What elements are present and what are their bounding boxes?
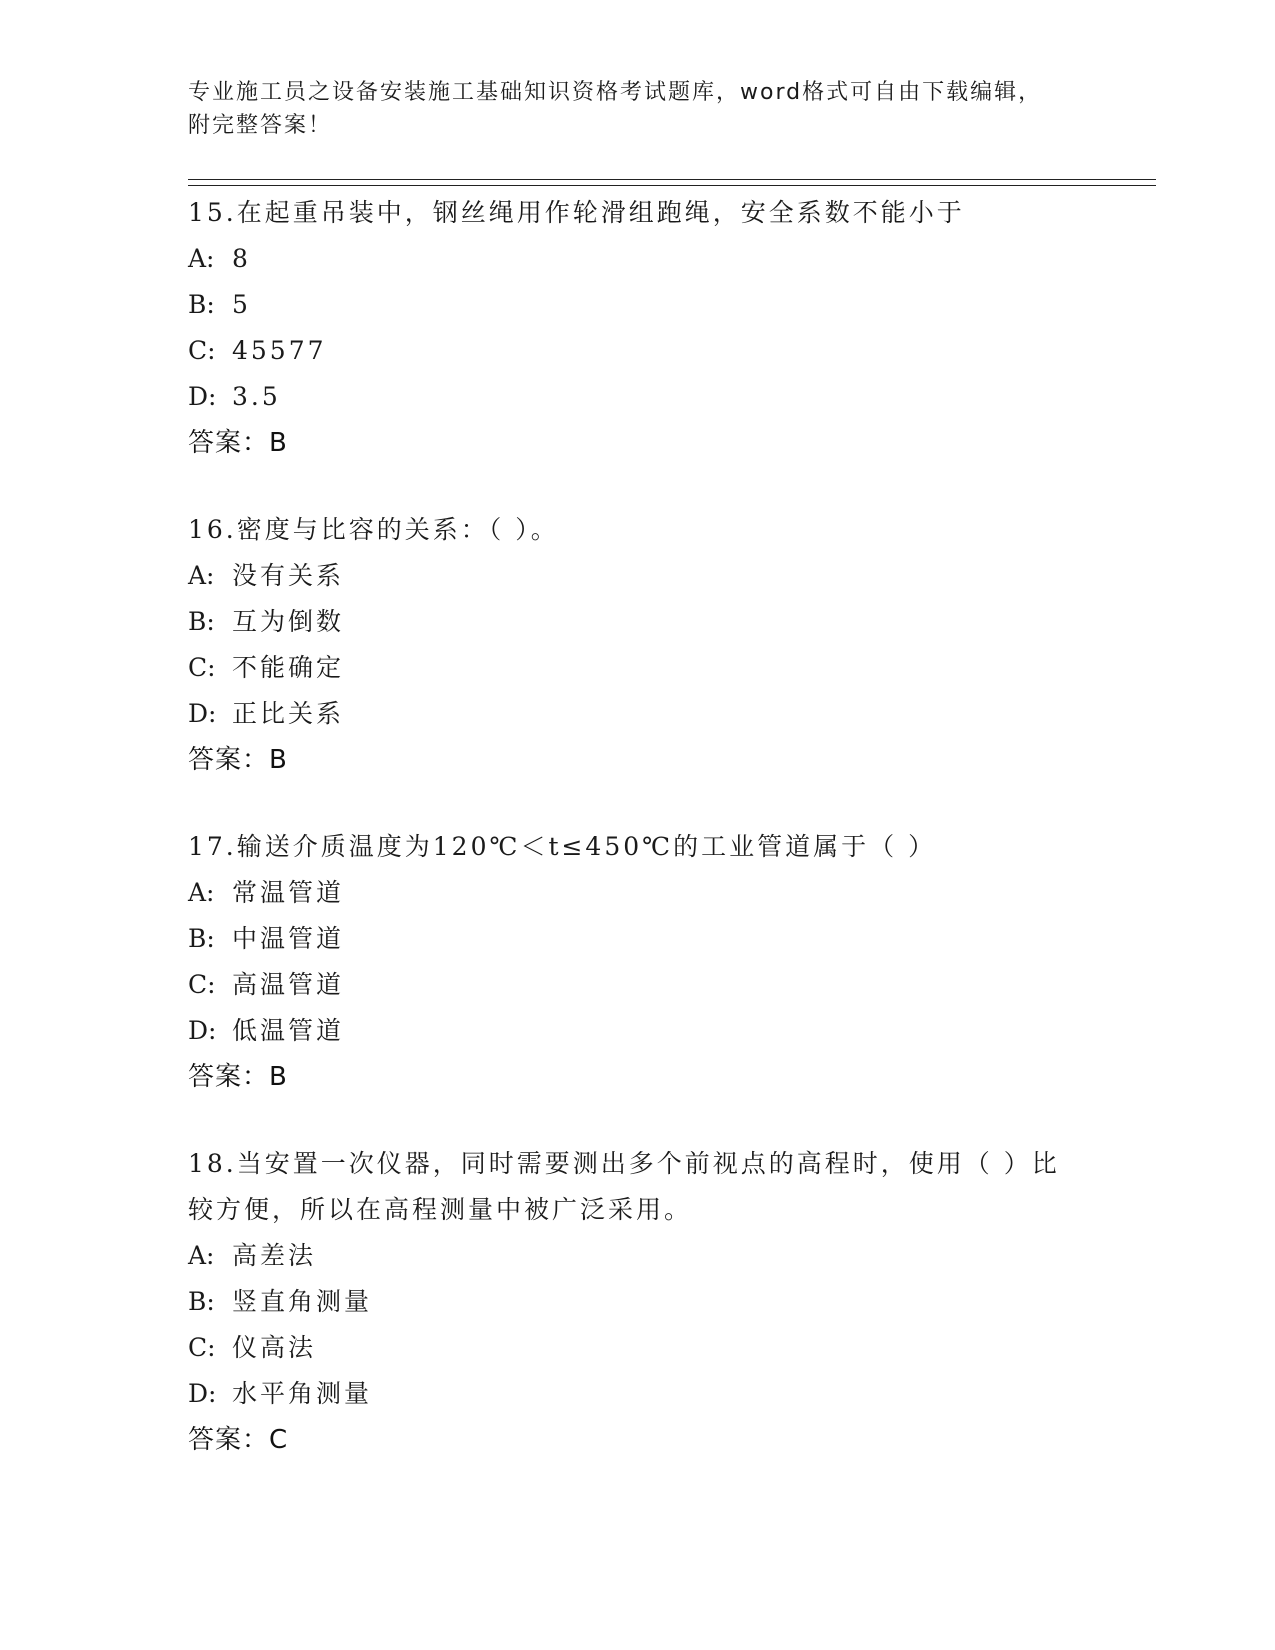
- option-letter: C:: [188, 1333, 216, 1362]
- option-c: [188, 645, 1088, 691]
- option-a: [188, 870, 1088, 916]
- option-text: 45577: [232, 336, 327, 365]
- option-text: 竖直角测量: [232, 1287, 373, 1316]
- option-letter: C:: [188, 970, 216, 999]
- option-text: 不能确定: [232, 653, 345, 682]
- option-letter: D:: [188, 1379, 217, 1408]
- option-d: [188, 374, 1088, 420]
- header-divider-top: [188, 179, 1156, 180]
- option-text: 中温管道: [232, 924, 345, 953]
- option-letter: B:: [188, 924, 215, 953]
- option-b: [188, 916, 1088, 962]
- question-18: [188, 1141, 1088, 1463]
- option-b: [188, 282, 1088, 328]
- option-letter: A:: [188, 1241, 215, 1270]
- option-a: [188, 236, 1088, 282]
- option-letter: C:: [188, 336, 216, 365]
- option-text: 水平角测量: [232, 1379, 373, 1408]
- option-text: 8: [232, 244, 251, 273]
- question-stem: 18.当安置一次仪器，同时需要测出多个前视点的高程时，使用（ ）比较方便，所以在高程测量中被广泛采用。: [188, 1149, 1060, 1224]
- answer-line: 答案：B: [188, 745, 288, 775]
- option-a: [188, 1233, 1088, 1279]
- answer-line: 答案：B: [188, 428, 288, 458]
- option-a: [188, 553, 1088, 599]
- option-letter: D:: [188, 1016, 217, 1045]
- option-letter: D:: [188, 382, 217, 411]
- option-text: 常温管道: [232, 878, 345, 907]
- option-b: [188, 1279, 1088, 1325]
- option-letter: B:: [188, 607, 215, 636]
- option-letter: C:: [188, 653, 216, 682]
- option-letter: B:: [188, 290, 215, 319]
- option-text: 正比关系: [232, 699, 345, 728]
- question-stem: 16.密度与比容的关系：（ ）。: [188, 515, 559, 544]
- option-b: [188, 599, 1088, 645]
- question-list: [188, 190, 1088, 1504]
- option-text: 3.5: [232, 382, 281, 411]
- answer-line: 答案：B: [188, 1062, 288, 1092]
- question-stem: 15.在起重吊装中，钢丝绳用作轮滑组跑绳，安全系数不能小于: [188, 198, 965, 227]
- option-d: [188, 1008, 1088, 1054]
- option-letter: A:: [188, 561, 215, 590]
- option-letter: A:: [188, 878, 215, 907]
- option-d: [188, 1371, 1088, 1417]
- option-text: 高差法: [232, 1241, 317, 1270]
- question-16: [188, 507, 1088, 783]
- option-text: 仪高法: [232, 1333, 317, 1362]
- option-letter: A:: [188, 244, 215, 273]
- question-stem: 17.输送介质温度为120℃＜t≤450℃的工业管道属于（ ）: [188, 832, 937, 861]
- option-letter: B:: [188, 1287, 215, 1316]
- option-d: [188, 691, 1088, 737]
- option-letter: D:: [188, 699, 217, 728]
- question-17: [188, 824, 1088, 1100]
- option-text: 高温管道: [232, 970, 345, 999]
- option-text: 5: [232, 290, 251, 319]
- question-15: [188, 190, 1088, 466]
- option-text: 没有关系: [232, 561, 345, 590]
- option-c: [188, 1325, 1088, 1371]
- answer-line: 答案：C: [188, 1425, 289, 1455]
- header-line-2: 附完整答案！: [188, 113, 333, 138]
- header-divider-bottom: [188, 185, 1156, 186]
- option-text: 互为倒数: [232, 607, 345, 636]
- document-header: [188, 76, 1068, 142]
- option-c: [188, 962, 1088, 1008]
- option-c: [188, 328, 1088, 374]
- header-line-1: 专业施工员之设备安装施工基础知识资格考试题库，word格式可自由下载编辑，: [188, 80, 1043, 105]
- option-text: 低温管道: [232, 1016, 345, 1045]
